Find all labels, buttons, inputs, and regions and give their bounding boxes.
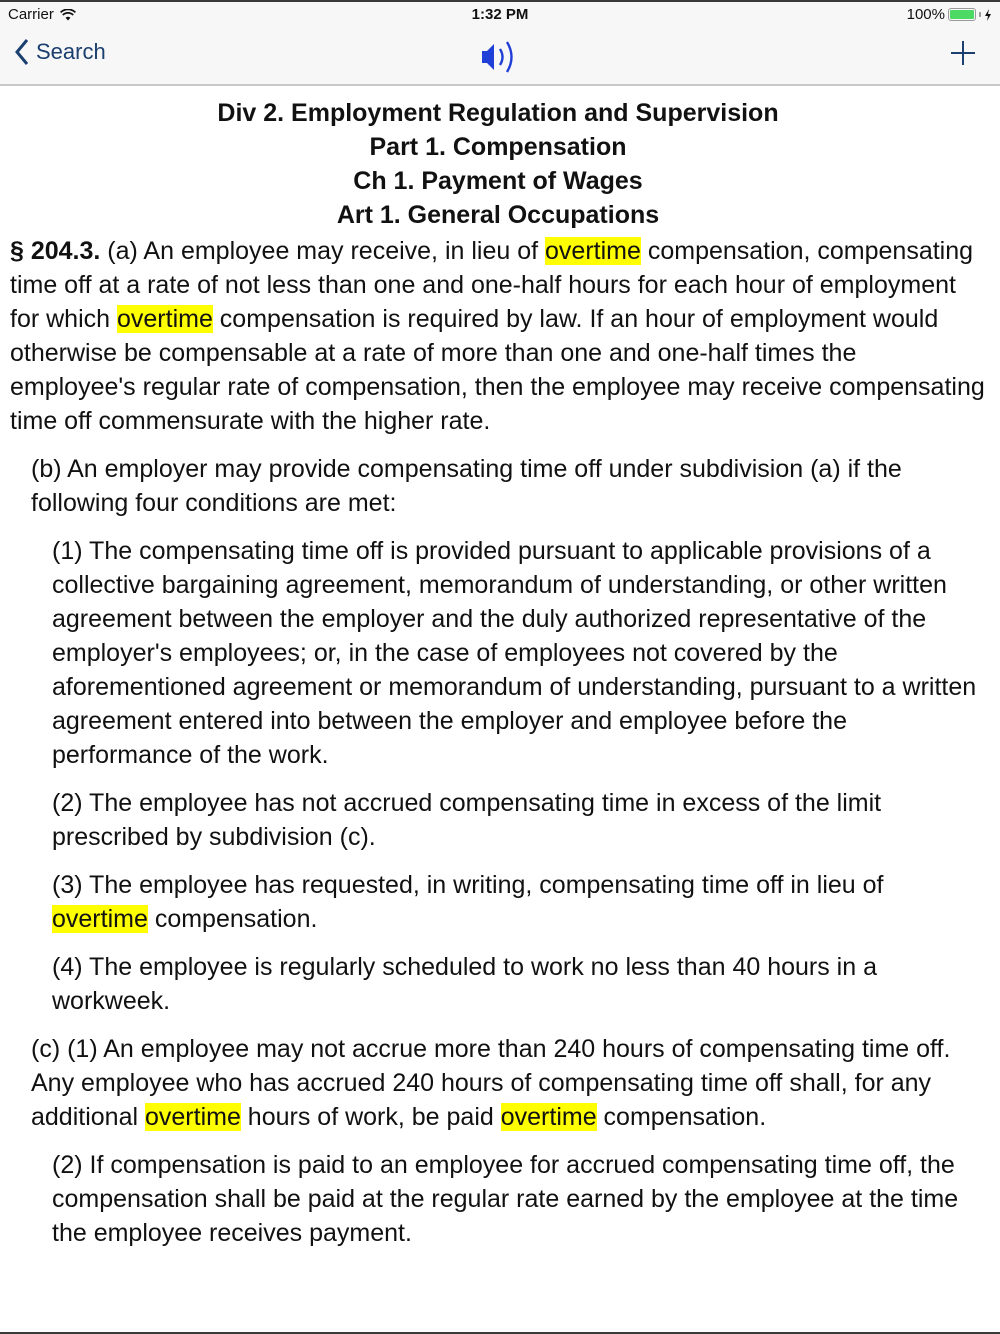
- battery-indicator: [907, 6, 992, 23]
- subdivision-a: [10, 234, 986, 438]
- battery-nub: [979, 12, 981, 17]
- subdivision-c-1: [10, 1032, 986, 1134]
- text-run: compensation is required by law. If an hour of employment would otherwise be compensable at a rate of more than one and one-half times the employee's regular rate of compensation, then the employee may receive compensating time off commensurate with the higher rate.: [10, 305, 985, 435]
- condition-3: [10, 868, 986, 936]
- battery-fill: [950, 10, 974, 19]
- search-highlight: overtime: [545, 237, 641, 265]
- article-heading: Art 1. General Occupations: [336, 201, 660, 229]
- text-run: (a) An employee may receive, in lieu of: [100, 237, 546, 265]
- back-button-label: Search: [36, 39, 106, 64]
- text-run: compensation.: [596, 1103, 767, 1131]
- search-highlight: overtime: [500, 1103, 597, 1131]
- plus-icon: [950, 40, 976, 66]
- status-bar: [0, 2, 1000, 28]
- charging-bolt-icon: [984, 9, 992, 21]
- document-content: [0, 86, 1000, 1250]
- status-time: 1:32 PM: [471, 6, 529, 23]
- search-highlight: overtime: [52, 905, 148, 933]
- part-heading: Part 1. Compensation: [369, 133, 627, 161]
- read-aloud-button[interactable]: [480, 40, 520, 79]
- back-button[interactable]: [14, 38, 106, 66]
- battery-percent: 100%: [906, 6, 945, 23]
- subdivision-c-2: (2) If compensation is paid to an employee for accrued compensating time off, the compensation shall be paid at the regular rate earned by the employee at the time the employee receives payment.: [52, 1151, 959, 1247]
- subdivision-b: (b) An employer may provide compensating time off under subdivision (a) if the following four conditions are met:: [31, 455, 902, 517]
- text-run: compensation.: [147, 905, 318, 933]
- navigation-bar: [0, 28, 1000, 86]
- condition-4: (4) The employee is regularly scheduled to work no less than 40 hours in a workweek.: [52, 953, 877, 1015]
- carrier-label: Carrier: [8, 6, 54, 23]
- text-run: (c) (1) An employee may not accrue more than 240 hours of compensating time off. Any employee who has accrued 240 hours of compensating time off shall, for any additional: [31, 1035, 951, 1131]
- chevron-left-icon: [14, 38, 30, 66]
- speaker-icon: [480, 40, 520, 74]
- text-run: (3) The employee has requested, in writing, compensating time off in lieu of: [52, 871, 884, 899]
- text-run: hours of work, be paid: [240, 1103, 501, 1131]
- condition-2: (2) The employee has not accrued compensating time in excess of the limit prescribed by subdivision (c).: [52, 789, 882, 851]
- battery-icon: [948, 8, 976, 21]
- division-heading: Div 2. Employment Regulation and Supervision: [217, 99, 779, 127]
- section-number: § 204.3.: [10, 237, 101, 265]
- chapter-heading: Ch 1. Payment of Wages: [353, 167, 643, 195]
- section-headings: [10, 96, 986, 232]
- condition-1: (1) The compensating time off is provided pursuant to applicable provisions of a collective bargaining agreement, memorandum of understanding, or other written agreement between the employer and the duly authorized representative of the employer's employees; or, in the case of employees not covered by the aforementioned agreement or memorandum of understanding, pursuant to a written agreement entered into between the employer and employee before the performance of the work.: [52, 537, 977, 769]
- search-highlight: overtime: [144, 1103, 241, 1131]
- text-run: compensation, compensating time off at a rate of not less than one and one-half hours for each hour of employment for which: [10, 237, 974, 333]
- add-button[interactable]: [950, 40, 976, 71]
- search-highlight: overtime: [116, 305, 213, 333]
